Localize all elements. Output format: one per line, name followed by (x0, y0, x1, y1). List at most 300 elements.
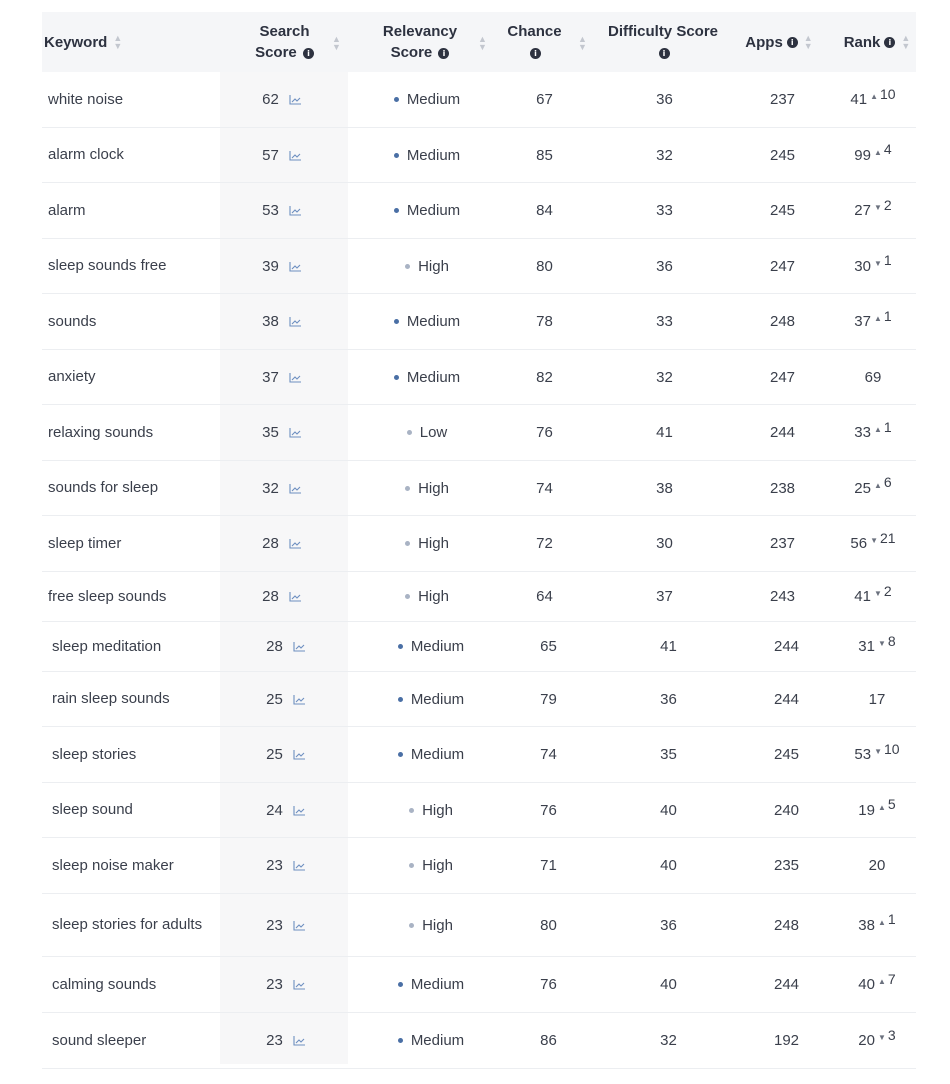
rank-value: 17 (868, 690, 886, 708)
trend-chart-icon[interactable] (293, 920, 306, 931)
relevancy-dot-icon (394, 319, 399, 324)
rank-delta: 1 (887, 911, 896, 927)
trend-chart-icon[interactable] (289, 205, 302, 216)
rank-cell (836, 783, 918, 837)
rank-up-arrow-icon: ▲ (870, 92, 879, 101)
rank-value: 40 (858, 976, 875, 993)
trend-chart-icon[interactable] (289, 483, 302, 494)
chance-value: 78 (536, 313, 553, 330)
relevancy-cell (372, 461, 482, 515)
relevancy-cell (372, 350, 482, 404)
rank-down-arrow-icon: ▼ (873, 589, 882, 598)
chance-value: 74 (536, 479, 553, 497)
keyword-cell[interactable] (42, 461, 212, 515)
difficulty-value: 32 (656, 146, 673, 164)
table-row[interactable] (42, 783, 916, 838)
keyword-cell[interactable] (46, 783, 216, 837)
relevancy-value: Medium (410, 690, 465, 708)
rank-down-arrow-icon: ▼ (873, 258, 882, 268)
chance-value: 84 (536, 202, 553, 219)
chance-value: 80 (540, 916, 557, 934)
apps-cell (750, 350, 815, 404)
relevancy-dot-icon (398, 1038, 403, 1043)
rank-up-arrow-icon: ▲ (877, 917, 886, 927)
difficulty-value: 33 (656, 202, 673, 219)
difficulty-value: 40 (660, 801, 677, 819)
trend-chart-icon[interactable] (293, 641, 306, 652)
table-row[interactable] (42, 294, 916, 350)
relevancy-dot-icon (394, 153, 399, 158)
table-row[interactable] (42, 838, 916, 894)
chance-value: 76 (540, 801, 557, 819)
rank-cell (836, 894, 918, 956)
keyword-cell[interactable] (46, 838, 216, 893)
apps-value: 240 (773, 801, 800, 819)
relevancy-dot-icon (407, 430, 412, 435)
search-score-value: 23 (266, 976, 283, 993)
trend-chart-icon[interactable] (293, 805, 306, 816)
relevancy-dot-icon (405, 594, 410, 599)
keyword-cell[interactable] (42, 405, 212, 460)
rank-cell (832, 294, 914, 349)
difficulty-value: 40 (660, 857, 677, 874)
apps-cell (754, 838, 819, 893)
keyword-cell[interactable] (42, 239, 212, 293)
rank-value: 56 (850, 535, 868, 552)
search-score-cell (246, 838, 326, 893)
chance-cell (512, 72, 577, 127)
info-icon[interactable]: i (659, 48, 670, 59)
header-apps[interactable] (734, 12, 824, 72)
chance-cell (516, 957, 581, 1012)
search-score-value: 23 (266, 857, 283, 874)
search-score-value: 25 (266, 690, 283, 708)
keyword-text: sleep timer (48, 534, 122, 552)
relevancy-dot-icon (409, 923, 414, 928)
info-icon[interactable]: i (303, 48, 314, 59)
relevancy-cell (376, 838, 486, 893)
apps-cell (750, 183, 815, 238)
keyword-text: free sleep sounds (48, 587, 167, 605)
difficulty-value: 36 (656, 257, 673, 275)
apps-value: 235 (773, 857, 800, 874)
relevancy-dot-icon (398, 697, 403, 702)
apps-value: 248 (773, 916, 800, 934)
rank-value: 20 (868, 857, 886, 874)
keyword-text: sleep sounds free (48, 257, 167, 274)
search-score-cell (246, 957, 326, 1012)
difficulty-cell (636, 622, 701, 671)
apps-value: 243 (769, 588, 796, 605)
apps-cell (754, 622, 819, 671)
rank-cell (836, 727, 918, 782)
difficulty-value: 38 (656, 479, 673, 497)
relevancy-dot-icon (398, 752, 403, 757)
table-row[interactable] (42, 72, 916, 128)
keyword-cell[interactable] (42, 350, 212, 404)
trend-chart-icon[interactable] (293, 1035, 306, 1046)
trend-chart-icon[interactable] (289, 591, 302, 602)
header-search-score-line2: Score (255, 44, 297, 61)
search-score-value: 57 (262, 146, 279, 164)
relevancy-cell (372, 72, 482, 127)
search-score-cell (242, 461, 322, 515)
chance-cell (512, 461, 577, 515)
sort-icon[interactable]: ▲ ▼ (113, 33, 123, 51)
chance-value: 86 (540, 1032, 557, 1049)
relevancy-cell (372, 516, 482, 571)
table-row[interactable] (42, 405, 916, 461)
header-chance[interactable] (497, 12, 572, 72)
relevancy-dot-icon (394, 97, 399, 102)
chance-cell (516, 672, 581, 726)
trend-chart-icon[interactable] (289, 94, 302, 105)
header-rank[interactable] (837, 12, 917, 72)
search-score-value: 38 (262, 313, 279, 330)
search-score-cell (242, 572, 322, 621)
table-row[interactable] (42, 183, 916, 239)
table-row[interactable] (42, 1013, 916, 1069)
relevancy-cell (372, 294, 482, 349)
sort-icon[interactable]: ▲ ▼ (332, 34, 341, 52)
chance-cell (512, 350, 577, 404)
search-score-cell (242, 72, 322, 127)
rank-delta: 3 (887, 1026, 896, 1043)
search-score-value: 62 (262, 91, 279, 108)
info-icon[interactable]: i (438, 48, 449, 59)
keyword-cell[interactable] (46, 672, 216, 726)
chance-value: 79 (540, 690, 557, 708)
rank-value: 20 (858, 1032, 875, 1049)
header-rank-label: Rank (843, 33, 881, 51)
relevancy-dot-icon (394, 208, 399, 213)
rank-cell (832, 350, 914, 404)
trend-chart-icon[interactable] (293, 860, 306, 871)
rank-down-arrow-icon: ▼ (870, 536, 879, 545)
apps-cell (750, 128, 815, 182)
info-icon[interactable]: i (884, 37, 895, 48)
chance-value: 67 (536, 91, 553, 108)
apps-cell (750, 405, 815, 460)
keyword-cell[interactable] (42, 516, 212, 571)
relevancy-value: High (422, 857, 453, 874)
rank-cell (832, 183, 914, 238)
keyword-text: anxiety (48, 368, 96, 385)
search-score-cell (246, 672, 326, 726)
table-row[interactable] (42, 622, 916, 672)
rank-value: 33 (854, 424, 871, 441)
header-apps-label: Apps (745, 33, 783, 51)
relevancy-value: Medium (406, 91, 461, 108)
trend-chart-icon[interactable] (289, 372, 302, 383)
rank-cell (832, 461, 914, 515)
relevancy-value: Medium (406, 202, 461, 219)
header-search-score[interactable] (227, 12, 342, 72)
apps-cell (754, 1013, 819, 1068)
difficulty-cell (632, 128, 697, 182)
difficulty-value: 35 (660, 746, 677, 763)
apps-value: 244 (773, 690, 800, 708)
relevancy-value: Medium (410, 746, 465, 763)
difficulty-cell (636, 1013, 701, 1068)
difficulty-value: 37 (656, 588, 673, 605)
difficulty-cell (636, 838, 701, 893)
chance-value: 72 (536, 535, 553, 552)
rank-down-arrow-icon: ▼ (877, 639, 886, 648)
table-row[interactable] (42, 572, 916, 622)
rank-delta: 6 (883, 474, 892, 490)
search-score-value: 32 (262, 479, 279, 497)
relevancy-dot-icon (398, 982, 403, 987)
difficulty-value: 30 (656, 535, 673, 552)
keyword-cell[interactable] (42, 294, 212, 349)
table-row[interactable] (42, 957, 916, 1013)
relevancy-dot-icon (405, 541, 410, 546)
rank-delta: 2 (883, 196, 892, 213)
relevancy-value: Low (419, 424, 448, 441)
search-score-cell (242, 128, 322, 182)
chance-cell (512, 239, 577, 293)
rank-value: 41 (854, 588, 871, 605)
rank-cell (836, 838, 918, 893)
table-row[interactable] (42, 128, 916, 183)
apps-cell (754, 783, 819, 837)
search-score-value: 25 (266, 746, 283, 763)
relevancy-value: Medium (410, 976, 465, 993)
chance-cell (512, 572, 577, 621)
sort-icon[interactable]: ▲ ▼ (803, 33, 813, 51)
rank-down-arrow-icon: ▼ (877, 1033, 886, 1042)
rank-value: 27 (854, 202, 871, 219)
header-keyword[interactable] (44, 12, 214, 72)
chance-cell (512, 516, 577, 571)
apps-value: 237 (769, 535, 796, 552)
rank-delta: 10 (884, 740, 900, 757)
rank-value: 30 (854, 257, 871, 275)
relevancy-cell (376, 957, 486, 1012)
table-row[interactable] (42, 672, 916, 727)
search-score-value: 28 (262, 535, 279, 552)
relevancy-value: High (418, 257, 449, 275)
keyword-text: sleep sound (52, 801, 133, 818)
relevancy-cell (376, 727, 486, 782)
keyword-cell[interactable] (42, 72, 212, 127)
rank-cell (832, 516, 914, 571)
chance-value: 85 (536, 146, 553, 164)
rank-up-arrow-icon: ▲ (873, 314, 882, 323)
relevancy-dot-icon (409, 863, 414, 868)
rank-up-arrow-icon: ▲ (877, 977, 886, 986)
difficulty-value: 33 (656, 313, 673, 330)
trend-chart-icon[interactable] (289, 261, 302, 272)
table-row[interactable] (42, 516, 916, 572)
chance-cell (512, 294, 577, 349)
difficulty-cell (632, 516, 697, 571)
rank-cell (832, 405, 914, 460)
chance-cell (516, 1013, 581, 1068)
chance-cell (512, 128, 577, 182)
table-row[interactable] (42, 461, 916, 516)
keyword-cell[interactable] (46, 957, 216, 1012)
chance-value: 65 (540, 638, 557, 655)
header-difficulty-score[interactable] (597, 12, 729, 72)
sort-icon[interactable]: ▲ ▼ (478, 34, 487, 52)
keyword-text: alarm (48, 201, 86, 219)
info-icon[interactable]: i (530, 48, 541, 59)
difficulty-value: 40 (660, 976, 677, 993)
relevancy-cell (376, 672, 486, 726)
apps-cell (750, 572, 815, 621)
rank-up-arrow-icon: ▲ (873, 425, 882, 434)
difficulty-value: 41 (660, 638, 677, 655)
chance-cell (516, 783, 581, 837)
apps-cell (754, 957, 819, 1012)
trend-chart-icon[interactable] (289, 150, 302, 161)
rank-cell (832, 72, 914, 127)
keyword-cell[interactable] (46, 894, 216, 956)
difficulty-cell (632, 461, 697, 515)
chance-value: 76 (540, 976, 557, 993)
keyword-cell[interactable] (42, 183, 212, 238)
search-score-value: 35 (262, 424, 279, 441)
rank-delta: 1 (883, 252, 892, 268)
difficulty-value: 32 (660, 1032, 677, 1049)
keyword-cell[interactable] (42, 128, 212, 182)
trend-chart-icon[interactable] (289, 427, 302, 438)
apps-value: 244 (769, 424, 796, 441)
keyword-cell[interactable] (46, 1013, 216, 1068)
header-relevancy-line1: Relevancy (382, 23, 458, 40)
relevancy-cell (372, 128, 482, 182)
rank-cell (832, 128, 914, 182)
rank-value: 25 (854, 479, 871, 497)
apps-value: 247 (769, 257, 796, 275)
apps-value: 245 (769, 202, 796, 219)
chance-cell (512, 405, 577, 460)
rank-up-arrow-icon: ▲ (873, 480, 882, 490)
relevancy-value: High (418, 479, 449, 497)
trend-chart-icon[interactable] (293, 694, 306, 705)
search-score-cell (242, 239, 322, 293)
header-difficulty-label: Difficulty Score (607, 23, 719, 40)
relevancy-value: Medium (406, 368, 461, 386)
info-icon[interactable]: i (787, 37, 798, 48)
header-chance-label: Chance (507, 23, 562, 40)
keyword-text: sleep stories (52, 745, 137, 763)
relevancy-dot-icon (405, 264, 410, 269)
table-row[interactable] (42, 239, 916, 294)
difficulty-cell (636, 894, 701, 956)
apps-value: 238 (769, 479, 796, 497)
search-score-cell (242, 183, 322, 238)
keyword-text: sleep noise maker (52, 856, 174, 874)
chance-cell (516, 838, 581, 893)
rank-delta: 21 (880, 529, 896, 546)
difficulty-cell (636, 672, 701, 726)
table-row[interactable] (42, 727, 916, 783)
header-relevancy-score[interactable] (360, 12, 480, 72)
search-score-value: 24 (266, 801, 283, 819)
table-row[interactable] (42, 350, 916, 405)
keyword-text: alarm clock (48, 146, 124, 163)
apps-cell (750, 516, 815, 571)
keyword-text: sounds for sleep (48, 479, 159, 496)
keyword-text: calming sounds (52, 975, 157, 993)
chance-cell (512, 183, 577, 238)
rank-delta: 4 (883, 141, 892, 157)
apps-value: 244 (773, 638, 800, 655)
rank-delta: 8 (887, 632, 896, 649)
rank-down-arrow-icon: ▼ (874, 747, 883, 756)
rank-delta: 1 (883, 418, 892, 435)
rank-delta: 10 (880, 85, 896, 102)
apps-cell (750, 72, 815, 127)
rank-cell (836, 672, 918, 726)
difficulty-cell (632, 294, 697, 349)
relevancy-value: High (422, 916, 453, 934)
search-score-value: 37 (262, 368, 279, 386)
relevancy-value: High (422, 801, 453, 819)
trend-chart-icon[interactable] (293, 979, 306, 990)
rank-value: 99 (854, 146, 871, 164)
rank-value: 19 (858, 801, 875, 819)
rank-delta: 1 (883, 307, 892, 324)
rank-cell (832, 239, 914, 293)
rank-up-arrow-icon: ▲ (873, 147, 882, 157)
difficulty-value: 41 (656, 424, 673, 441)
header-relevancy-line2: Score (390, 44, 433, 61)
sort-icon[interactable]: ▲ ▼ (901, 33, 911, 51)
difficulty-cell (632, 72, 697, 127)
keyword-text: relaxing sounds (48, 423, 154, 441)
table-row[interactable] (42, 894, 916, 957)
header-keyword-label: Keyword (44, 33, 108, 51)
sort-icon[interactable]: ▲ ▼ (578, 34, 587, 52)
difficulty-cell (632, 183, 697, 238)
keyword-cell[interactable] (46, 727, 216, 782)
rank-cell (836, 957, 918, 1012)
apps-value: 245 (773, 746, 800, 763)
search-score-value: 39 (262, 257, 279, 275)
rank-value: 37 (854, 313, 871, 330)
chance-value: 80 (536, 257, 553, 275)
trend-chart-icon[interactable] (289, 538, 302, 549)
difficulty-cell (632, 239, 697, 293)
relevancy-value: High (418, 535, 449, 552)
chance-cell (516, 894, 581, 956)
relevancy-dot-icon (405, 486, 410, 491)
keyword-text: sleep meditation (52, 637, 162, 655)
relevancy-cell (376, 622, 486, 671)
difficulty-value: 32 (656, 368, 673, 386)
trend-chart-icon[interactable] (293, 749, 306, 760)
relevancy-cell (372, 239, 482, 293)
keyword-text: sounds (48, 312, 97, 330)
relevancy-value: Medium (410, 638, 465, 655)
trend-chart-icon[interactable] (289, 316, 302, 327)
relevancy-cell (376, 894, 486, 956)
relevancy-value: Medium (406, 313, 461, 330)
rank-cell (836, 622, 918, 671)
relevancy-cell (372, 405, 482, 460)
keyword-cell[interactable] (42, 572, 212, 621)
keyword-text: sound sleeper (52, 1031, 147, 1049)
keyword-cell[interactable] (46, 622, 216, 671)
apps-cell (750, 239, 815, 293)
apps-cell (754, 672, 819, 726)
search-score-cell (242, 516, 322, 571)
apps-value: 237 (769, 91, 796, 108)
